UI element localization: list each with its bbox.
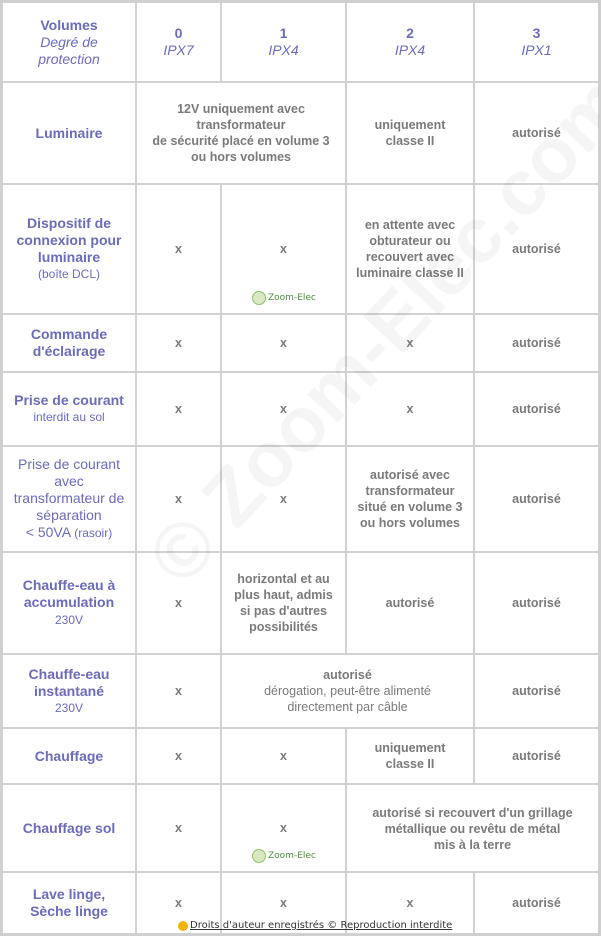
row-prise-transfo-v1 [221,446,346,552]
row-dcl-v3 [474,184,599,314]
row-chauffage-label [2,728,136,784]
row-commande-v0-text: x [175,336,182,350]
row-dcl-v0-text: x [175,242,182,256]
row-dcl-label [2,184,136,314]
header-col-2-ipx: IPX4 [394,42,426,58]
row-chauffe-inst-v0 [136,654,221,728]
header-col-2-num: 2 [406,25,414,41]
header-col-1 [221,2,346,82]
row-prise-label-text: Prise de courant [14,392,124,408]
row-chauffe-accu-label-text: Chauffe-eau à accumulation [22,577,116,610]
logo-text-1: Zoom-Elec [268,293,316,303]
row-lave-linge-v2-text: x [406,896,414,910]
row-prise-transfo-v0 [136,446,221,552]
row-dcl-sub-text: (boîte DCL) [37,267,101,281]
logo-figure-icon [252,291,266,305]
header-volumes-cell [2,2,136,82]
row-lave-linge-label [2,872,136,934]
row-dcl-v2-text: en attente avec obturateur ou recouvert avec luminaire classe II [356,218,464,280]
row-commande-v2 [346,314,474,372]
copyright-dot-icon [178,921,188,931]
row-chauffage-sol-v1-text: x [280,821,287,835]
row-chauffe-inst-v3 [474,654,599,728]
row-chauffe-accu-v2 [346,552,474,654]
row-commande-label-text: Commande d'éclairage [30,326,108,359]
row-luminaire-label-text: Luminaire [35,124,103,141]
row-chauffe-accu-label-wrap [8,577,130,629]
zoom-elec-logo-2 [252,849,316,863]
header-volumes-label: Volumes [40,16,98,33]
row-chauffe-accu-label [2,552,136,654]
row-chauffe-inst-v12 [221,654,474,728]
row-dcl-v1-text: x [280,242,287,256]
row-prise-transfo-label-text: Prise de courant avec transformateur de séparation < 50VA [13,456,125,540]
header-col-2 [346,2,474,82]
row-chauffage-sol-v0 [136,784,221,872]
row-luminaire-v3-text: autorisé [512,126,561,140]
row-chauffage-sol-v23 [346,784,599,872]
row-prise-transfo-label [2,446,136,552]
header-col-1-num: 1 [279,25,288,41]
row-chauffe-inst-label-text: Chauffe-eau instantané [28,665,110,699]
row-luminaire-v01 [136,82,346,184]
row-chauffe-accu-v1-text: horizontal et au plus haut, admis si pas d'autres possibilités [234,572,333,634]
row-chauffage-v3-text: autorisé [512,749,561,763]
row-commande-v2-text: x [406,336,414,350]
zoom-elec-logo-1 [252,291,316,305]
row-commande-v1 [221,314,346,372]
row-chauffe-accu-v1 [221,552,346,654]
row-luminaire-v01-text: 12V uniquement avec transformateur de sécurité placé en volume 3 ou hors volumes [152,102,330,164]
row-lave-linge-v3 [474,872,599,934]
row-chauffe-inst-v3-text: autorisé [512,684,561,698]
row-chauffe-accu-inline-text: 230V [54,613,84,627]
row-luminaire-v2-text: uniquement classe II [374,118,446,148]
row-chauffage-sol-v0-text: x [175,821,182,835]
row-prise-transfo-inline-text: (rasoir) [74,526,113,540]
row-prise-v2-text: x [406,402,414,416]
header-col-1-ipx: IPX4 [268,42,299,58]
header-col-0-ipx: IPX7 [163,42,194,58]
row-prise-transfo-v3-text: autorisé [512,492,561,506]
copyright-footer-text: Droits d'auteur enregistrés © Reproduction interdite [190,920,453,931]
row-prise-transfo-v3 [474,446,599,552]
row-prise-transfo-v2 [346,446,474,552]
row-chauffe-accu-v3 [474,552,599,654]
row-prise-v1-text: x [280,402,287,416]
row-lave-linge-v3-text: autorisé [512,896,561,910]
header-col-0 [136,2,221,82]
row-chauffe-accu-v0 [136,552,221,654]
row-commande-v3 [474,314,599,372]
row-prise-transfo-label-wrap [14,456,125,542]
row-commande-v3-text: autorisé [512,336,561,350]
row-prise-transfo-v1-text: x [280,492,287,506]
row-prise-v0 [136,372,221,446]
row-prise-v0-text: x [175,402,182,416]
row-prise-transfo-v2-text: autorisé avec transformateur situé en volume 3 ou hors volumes [357,468,463,530]
row-commande-label [2,314,136,372]
row-commande-v0 [136,314,221,372]
row-chauffage-v3 [474,728,599,784]
row-chauffe-inst-label [2,654,136,728]
row-chauffage-v0-text: x [175,749,182,763]
row-chauffe-inst-v12-main: autorisé [323,668,372,682]
row-prise-v1 [221,372,346,446]
row-prise-sub-text: interdit au sol [33,410,105,424]
row-chauffage-v2-text: uniquement classe II [374,741,446,771]
row-dcl-v3-text: autorisé [512,242,561,256]
row-chauffage-v1-text: x [280,749,287,763]
row-prise-v3-text: autorisé [512,402,561,416]
row-prise-v2 [346,372,474,446]
row-commande-v1-text: x [280,336,287,350]
header-col-0-num: 0 [174,25,183,41]
row-lave-linge-v1-text: x [280,896,287,910]
row-chauffe-accu-v2-text: autorisé [385,596,435,610]
row-prise-transfo-v0-text: x [175,492,182,506]
row-luminaire-v2 [346,82,474,184]
row-chauffe-accu-v3-text: autorisé [512,596,561,610]
header-col-3 [474,2,599,82]
logo-figure-icon [252,849,266,863]
logo-text-2: Zoom-Elec [268,851,316,861]
header-degre-label: Degré de protection [38,33,100,67]
row-luminaire-v3 [474,82,599,184]
row-prise-label [2,372,136,446]
row-chauffage-sol-v23-text: autorisé si recouvert d'un grillage métallique ou revêtu de métal mis à la terre [372,806,573,852]
row-chauffage-v0 [136,728,221,784]
copyright-footer[interactable] [178,920,452,931]
row-chauffage-label-text: Chauffage [34,747,104,764]
row-lave-linge-label-text: Lave linge, Sèche linge [30,886,108,919]
row-chauffe-accu-v0-text: x [175,596,182,610]
row-chauffage-sol-label [2,784,136,872]
row-chauffage-v1 [221,728,346,784]
header-col-3-num: 3 [532,25,541,41]
row-lave-linge-v0-text: x [175,896,182,910]
row-prise-v3 [474,372,599,446]
row-chauffage-sol-label-text: Chauffage sol [22,819,116,836]
row-chauffage-v2 [346,728,474,784]
row-dcl-v0 [136,184,221,314]
row-chauffe-inst-v0-text: x [175,684,182,698]
row-dcl-label-text: Dispositif de connexion pour luminaire [16,215,122,265]
header-col-3-ipx: IPX1 [521,42,552,58]
row-dcl-v2 [346,184,474,314]
row-luminaire-label [2,82,136,184]
row-chauffe-inst-sub-text: 230V [54,700,84,715]
row-chauffe-inst-v12-sub: dérogation, peut-être alimenté directement par câble [264,684,431,714]
